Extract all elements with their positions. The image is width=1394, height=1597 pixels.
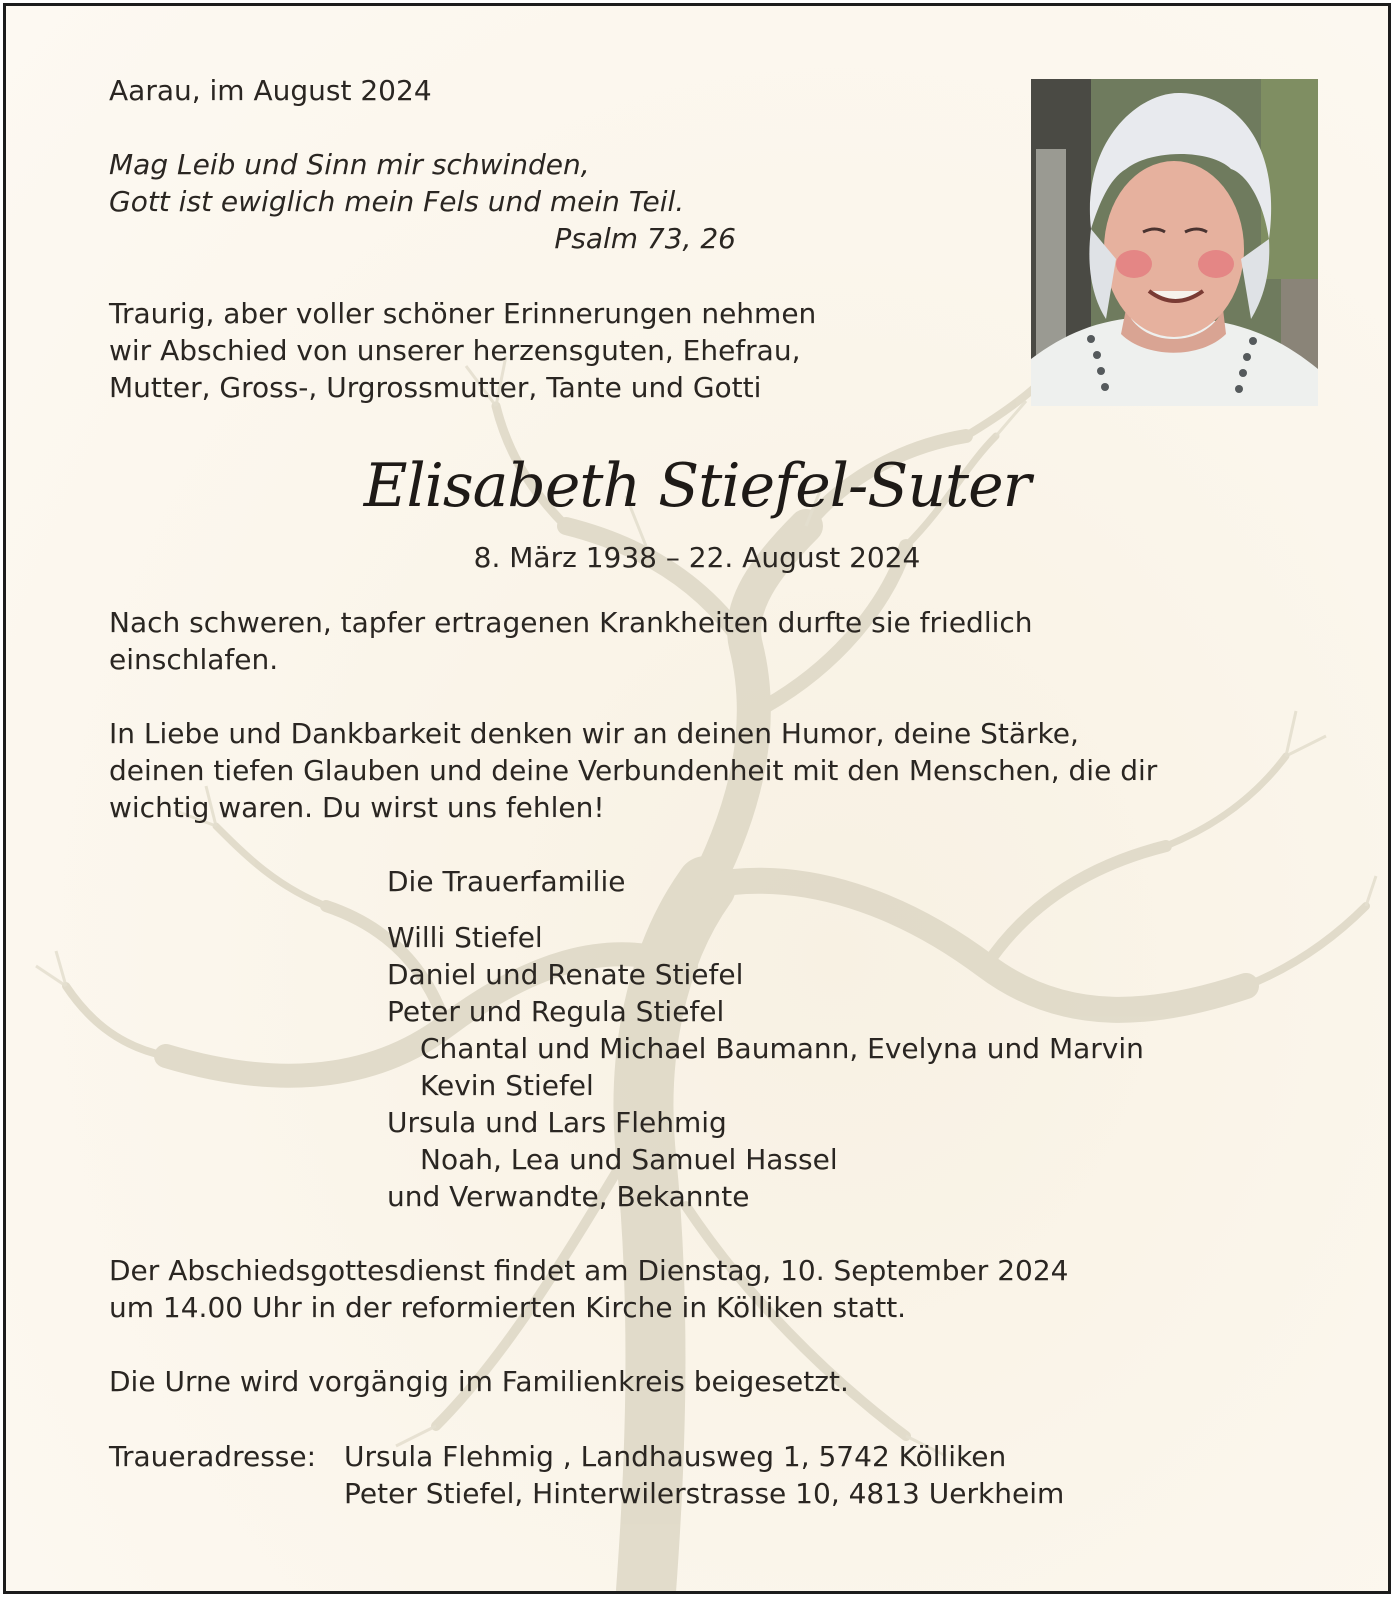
family-heading: Die Trauerfamilie bbox=[387, 865, 626, 898]
verse-line-2: Gott ist ewiglich mein Fels und mein Teil. bbox=[109, 185, 685, 218]
place-and-date: Aarau, im August 2024 bbox=[109, 74, 432, 107]
life-dates: 8. März 1938 – 22. August 2024 bbox=[473, 541, 921, 574]
family-member: Kevin Stiefel bbox=[420, 1069, 594, 1102]
obituary-card bbox=[3, 3, 1391, 1594]
verse-line-1: Mag Leib und Sinn mir schwinden, bbox=[109, 148, 590, 181]
paragraph-2-line-1: In Liebe und Dankbarkeit denken wir an deinen Humor, deine Stärke, bbox=[109, 717, 1079, 750]
paragraph-1-line-2: einschlafen. bbox=[109, 643, 279, 676]
family-member: Daniel und Renate Stiefel bbox=[387, 958, 744, 991]
family-member: und Verwandte, Bekannte bbox=[387, 1180, 750, 1213]
family-member: Peter und Regula Stiefel bbox=[387, 995, 725, 1028]
intro-line-1: Traurig, aber voller schöner Erinnerungen nehmen bbox=[109, 297, 817, 330]
address-line-1: Ursula Flehmig , Landhausweg 1, 5742 Kölliken bbox=[344, 1440, 1007, 1473]
portrait-photo bbox=[1031, 79, 1318, 406]
verse-source: Psalm 73, 26 bbox=[554, 222, 736, 255]
intro-line-3: Mutter, Gross-, Urgrossmutter, Tante und Gotti bbox=[109, 371, 762, 404]
service-line-2: um 14.00 Uhr in der reformierten Kirche in Kölliken statt. bbox=[109, 1291, 907, 1324]
family-member: Noah, Lea und Samuel Hassel bbox=[420, 1143, 838, 1176]
portrait-illustration bbox=[1031, 79, 1318, 406]
paragraph-2-line-3: wichtig waren. Du wirst uns fehlen! bbox=[109, 791, 605, 824]
family-member: Chantal und Michael Baumann, Evelyna und Marvin bbox=[420, 1032, 1144, 1065]
address-line-2: Peter Stiefel, Hinterwilerstrasse 10, 4813 Uerkheim bbox=[344, 1477, 1065, 1510]
intro-line-2: wir Abschied von unserer herzensguten, Ehefrau, bbox=[109, 334, 801, 367]
paragraph-1-line-1: Nach schweren, tapfer ertragenen Krankheiten durfte sie friedlich bbox=[109, 606, 1033, 639]
address-label: Traueradresse: bbox=[109, 1440, 317, 1473]
deceased-name: Elisabeth Stiefel-Suter bbox=[363, 451, 1031, 521]
paragraph-2-line-2: deinen tiefen Glauben und deine Verbundenheit mit den Menschen, die dir bbox=[109, 754, 1158, 787]
family-member: Ursula und Lars Flehmig bbox=[387, 1106, 727, 1139]
family-member: Willi Stiefel bbox=[387, 921, 543, 954]
burial-note: Die Urne wird vorgängig im Familienkreis beigesetzt. bbox=[109, 1365, 849, 1398]
service-line-1: Der Abschiedsgottesdienst findet am Dienstag, 10. September 2024 bbox=[109, 1254, 1069, 1287]
